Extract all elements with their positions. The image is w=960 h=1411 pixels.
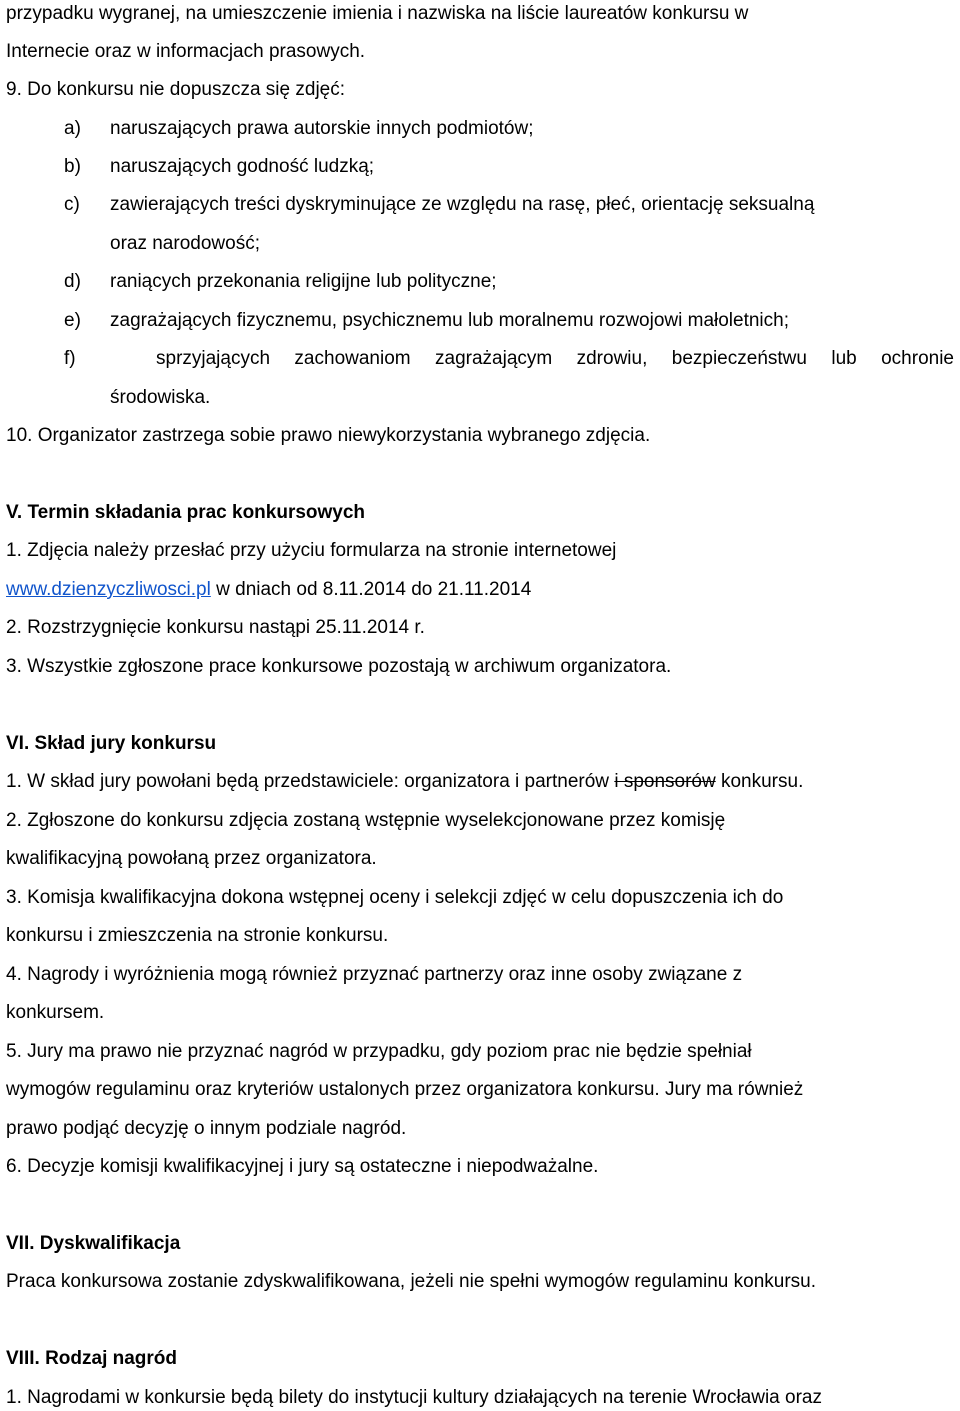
intro-line-1: przypadku wygranej, na umieszczenie imienia i nazwiska na liście laureatów konkursu w (6, 3, 749, 24)
section-6-point-3: 3. Komisja kwalifikacyjna dokona wstępnej oceny i selekcji zdjęć w celu dopuszczenia ich do (6, 887, 784, 908)
section-8-point-1: 1. Nagrodami w konkursie będą bilety do instytucji kultury działających na terenie Wrocławia oraz (6, 1387, 822, 1408)
list-item-label: d) (64, 271, 81, 292)
section-6-point-5: 5. Jury ma prawo nie przyznać nagród w przypadku, gdy poziom prac nie będzie spełniał (6, 1041, 752, 1062)
list-item-label: a) (64, 118, 81, 139)
section-5-point-3: 3. Wszystkie zgłoszone prace konkursowe pozostają w archiwum organizatora. (6, 656, 672, 677)
section-7-heading: VII. Dyskwalifikacja (6, 1233, 181, 1254)
list-item-text: naruszających godność ludzką; (110, 156, 375, 177)
rule-9-text: 9. Do konkursu nie dopuszcza się zdjęć: (6, 79, 346, 100)
section-7-text: Praca konkursowa zostanie zdyskwalifikowana, jeżeli nie spełni wymogów regulaminu konkursu. (6, 1271, 816, 1292)
struck-text: i sponsorów (614, 771, 716, 792)
date-range-text: w dniach od 8.11.2014 do 21.11.2014 (210, 579, 532, 600)
list-item-continuation: środowiska. (110, 387, 211, 408)
intro-line-2: Internecie oraz w informacjach prasowych. (6, 41, 366, 62)
section-6-point-5-cont: prawo podjąć decyzję o innym podziale nagród. (6, 1118, 407, 1139)
section-5-heading: V. Termin składania prac konkursowych (6, 502, 366, 523)
list-item-label: f) (64, 348, 76, 369)
section-6-heading: VI. Skład jury konkursu (6, 733, 217, 754)
list-item-text: sprzyjających zachowaniom zagrażającym zdrowiu, bezpieczeństwu lub ochronie (156, 348, 954, 369)
list-item-label: c) (64, 194, 80, 215)
list-item-text: zagrażających fizycznemu, psychicznemu lub moralnemu rozwojowi małoletnich; (110, 310, 789, 331)
rule-10-text: 10. Organizator zastrzega sobie prawo niewykorzystania wybranego zdjęcia. (6, 425, 651, 446)
section-6-point-3-cont: konkursu i zmieszczenia na stronie konkursu. (6, 925, 389, 946)
point-1-end: konkursu. (715, 771, 804, 792)
list-item-text: zawierających treści dyskryminujące ze względu na rasę, płeć, orientację seksualną (110, 194, 815, 215)
section-6-point-2-cont: kwalifikacyjną powołaną przez organizatora. (6, 848, 377, 869)
section-6-point-1 (6, 770, 803, 794)
list-item-continuation: oraz narodowość; (110, 233, 260, 254)
list-item-label: b) (64, 156, 81, 177)
list-item-text: raniących przekonania religijne lub polityczne; (110, 271, 497, 292)
section-5-point-1-cont (6, 578, 531, 602)
section-6-point-5-cont: wymogów regulaminu oraz kryteriów ustalonych przez organizatora konkursu. Jury ma również (6, 1079, 804, 1100)
list-item-label: e) (64, 310, 81, 331)
section-8-heading: VIII. Rodzaj nagród (6, 1348, 178, 1369)
section-6-point-2: 2. Zgłoszone do konkursu zdjęcia zostaną wstępnie wyselekcjonowane przez komisję (6, 810, 726, 831)
point-1-start: 1. W skład jury powołani będą przedstawiciele: organizatora i partnerów (6, 771, 615, 792)
website-link[interactable]: www.dzienzyczliwosci.pl (6, 579, 211, 600)
list-item-text: naruszających prawa autorskie innych podmiotów; (110, 118, 534, 139)
section-6-point-4-cont: konkursem. (6, 1002, 105, 1023)
section-5-point-2: 2. Rozstrzygnięcie konkursu nastąpi 25.11.2014 r. (6, 617, 425, 638)
section-6-point-4: 4. Nagrody i wyróżnienia mogą również przyznać partnerzy oraz inne osoby związane z (6, 964, 743, 985)
section-5-point-1: 1. Zdjęcia należy przesłać przy użyciu formularza na stronie internetowej (6, 540, 617, 561)
section-6-point-6: 6. Decyzje komisji kwalifikacyjnej i jury są ostateczne i niepodważalne. (6, 1156, 599, 1177)
